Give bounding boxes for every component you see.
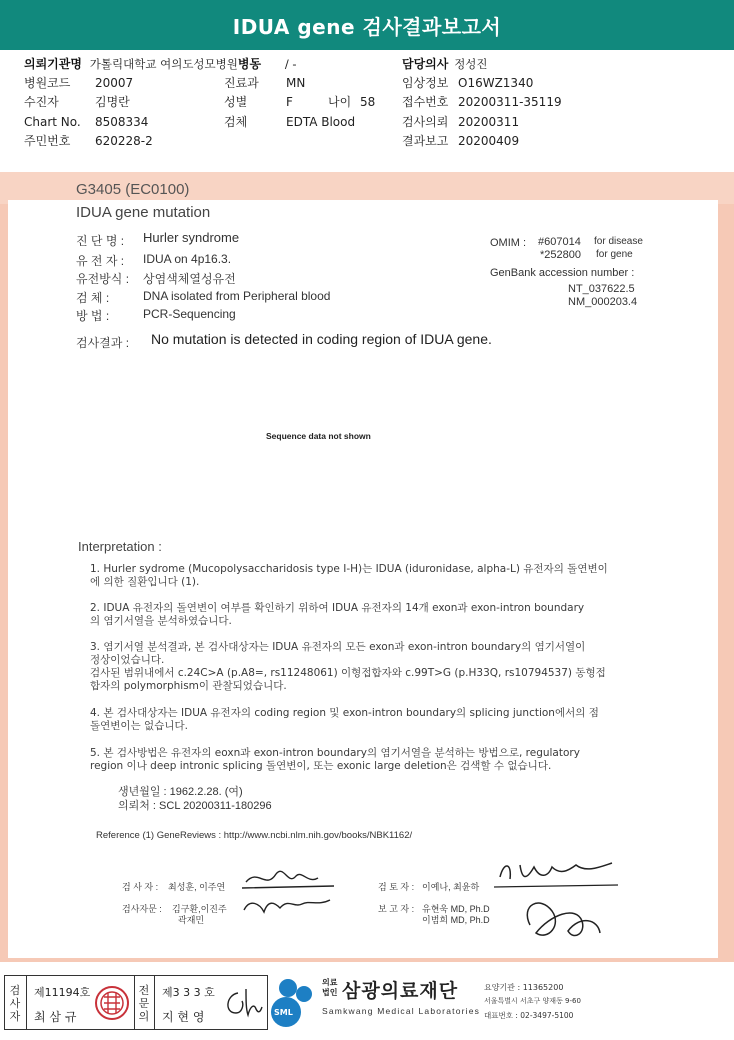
rrn-label: 주민번호	[24, 134, 71, 148]
diagnosis-label: 진 단 명 :	[76, 234, 125, 248]
reference: Reference (1) GeneReviews : http://www.ncbi.nlm.nih.gov/books/NBK1162/	[96, 830, 413, 841]
sex-value: F	[286, 95, 293, 109]
reporter-value-b: 이범희 MD, Ph.D	[422, 915, 490, 925]
omim-2-note: for gene	[596, 249, 633, 260]
result-value: No mutation is detected in coding region of IDUA gene.	[151, 331, 492, 347]
report-date-value: 20200409	[458, 134, 520, 148]
ward-value: / -	[284, 57, 297, 71]
interp-line: 에 의한 질환입니다 (1).	[90, 576, 200, 588]
license-2: 제3 3 3 호	[162, 986, 215, 999]
dept-value: MN	[286, 76, 306, 90]
age-label: 나이	[328, 95, 352, 109]
test-name: IDUA gene mutation	[76, 204, 211, 221]
interp-line: 4. 본 검사대상자는 IDUA 유전자의 coding region 및 exon-intron boundary의 splicing junction에서의 점	[90, 707, 599, 719]
org-address: 서울특별시 서초구 양재동 9-60	[484, 997, 581, 1005]
report-date-label: 결과보고	[402, 134, 449, 148]
chart-value: 8508334	[95, 115, 149, 129]
method-value: PCR-Sequencing	[143, 307, 236, 321]
interp-line: 3. 염기서열 분석결과, 본 검사대상자는 IDUA 유전자의 모든 exon과 exon-intron boundary의 염기서열이	[90, 641, 586, 653]
expert-vertical-label: 전문의	[138, 984, 150, 1023]
interp-line: 정상이었습니다.	[90, 654, 165, 666]
institution-value: 가톨릭대학교 여의도성모병원	[89, 57, 238, 71]
name-2: 지 현 영	[162, 1010, 205, 1024]
receipt-value: 20200311-35119	[458, 95, 562, 109]
advisor-value-a: 김구환,이진주	[172, 904, 227, 914]
reporter-label: 보 고 자 :	[378, 904, 415, 914]
reviewer-value: 이예나, 최윤하	[422, 882, 480, 892]
seal-stamp-icon	[94, 985, 130, 1021]
omim-2: *252800	[540, 249, 581, 261]
referral: 의뢰처 : SCL 20200311-180296	[118, 800, 272, 812]
specimen-label-2: 검 체 :	[76, 291, 110, 305]
institution-row	[24, 55, 297, 74]
specimen-value-2: DNA isolated from Peripheral blood	[143, 289, 331, 303]
sml-logo-icon	[270, 976, 318, 1028]
report-title: IDUA gene 검사결과보고서	[0, 0, 734, 50]
chart-label: Chart No.	[24, 115, 81, 129]
reviewer-label: 검 토 자 :	[378, 882, 415, 892]
org-english-name: Samkwang Medical Laboratories	[322, 1006, 481, 1016]
inspector-vertical-label: 검사자	[9, 984, 21, 1023]
interp-line: 5. 본 검사방법은 유전자의 eoxn과 exon-intron boundary의 염기서열을 분석하는 방법으로, regulatory	[90, 747, 580, 759]
hospital-code-value: 20007	[95, 76, 134, 90]
clinical-label: 임상정보	[402, 76, 449, 90]
interp-line: 의 염기서열을 분석하였습니다.	[90, 615, 232, 627]
advisor-value-b: 곽재민	[178, 915, 205, 925]
interp-line: 1. Hurler sydrome (Mucopolysaccharidosis type I-H)는 IDUA (iduronidase, alpha-L) 유전자의 돌연변이	[90, 563, 608, 575]
gene-value: IDUA on 4p16.3.	[143, 252, 232, 266]
genbank-1: NT_037622.5	[568, 283, 635, 295]
institution-code: 요양기관 : 11365200	[484, 983, 564, 992]
genbank-label: GenBank accession number :	[490, 267, 635, 279]
ward-label: 병동	[237, 57, 262, 71]
request-label: 검사의뢰	[402, 115, 449, 129]
org-name: 삼광의료재단	[342, 980, 459, 1002]
age-value: 58	[360, 95, 376, 109]
examiner-signature-icon	[238, 860, 348, 920]
name-1: 최 삼 규	[34, 1010, 77, 1024]
omim-1-note: for disease	[594, 236, 643, 247]
omim-label: OMIM :	[490, 237, 527, 249]
interp-line: region 이나 deep intronic splicing 돌연변이, 또는 exonic large deletion은 검색할 수 없습니다.	[90, 760, 552, 772]
request-value: 20200311	[458, 115, 520, 129]
method-label: 방 법 :	[76, 309, 110, 323]
inheritance-label: 유전방식 :	[76, 272, 130, 286]
interpretation-label: Interpretation :	[78, 539, 162, 554]
org-small-label: 의료법인	[322, 978, 338, 997]
omim-1: #607014	[538, 236, 581, 248]
birth-date: 생년월일 : 1962.2.28. (여)	[118, 786, 243, 798]
interp-line: 돌연변이는 없습니다.	[90, 720, 188, 732]
patient-label: 수진자	[24, 95, 59, 109]
doctor-label: 담당의사	[402, 57, 449, 71]
interp-line: 합자의 polymorphism이 관찰되었습니다.	[90, 680, 287, 692]
institution-label: 의뢰기관명	[24, 57, 82, 71]
diagnosis-value: Hurler syndrome	[143, 230, 240, 245]
expert-signature-icon	[220, 985, 264, 1021]
genbank-2: NM_000203.4	[568, 296, 638, 308]
hospital-code-label: 병원코드	[24, 76, 71, 90]
org-phone: 대표번호 : 02-3497-5100	[484, 1011, 574, 1020]
reporter-value-a: 유현욱 MD, Ph.D	[422, 904, 490, 914]
rrn-value: 620228-2	[95, 134, 153, 148]
gene-label: 유 전 자 :	[76, 254, 125, 268]
dept-label: 진료과	[224, 76, 259, 90]
specimen-label: 검체	[224, 115, 248, 129]
clinical-value: O16WZ1340	[458, 76, 534, 90]
patient-value: 김명란	[95, 95, 130, 109]
advisor-label: 검사자문 :	[122, 904, 162, 914]
test-code: G3405 (EC0100)	[76, 181, 190, 198]
doctor-value: 정성진	[454, 57, 488, 71]
examiner-label: 검 사 자 :	[122, 882, 159, 892]
reviewer-signature-icon	[490, 855, 625, 950]
sml-logo-text: SML	[274, 1008, 293, 1017]
result-label: 검사결과 :	[76, 336, 130, 350]
sex-label: 성별	[224, 95, 248, 109]
inheritance-value: 상염색체열성유전	[143, 272, 236, 286]
interp-line: 검사된 범위내에서 c.24C>A (p.A8=, rs11248061) 이형접합자와 c.99T>G (p.H33Q, rs10794537) 동형접	[90, 667, 606, 679]
specimen-value: EDTA Blood	[286, 115, 356, 129]
interp-line: 2. IDUA 유전자의 돌연변이 여부를 확인하기 위하여 IDUA 유전자의 14개 exon과 exon-intron boundary	[90, 602, 585, 614]
sequence-note: Sequence data not shown	[266, 431, 371, 441]
license-1: 제11194호	[34, 986, 91, 999]
doctor-row	[402, 55, 488, 74]
receipt-label: 접수번호	[402, 95, 449, 109]
examiner-value: 최성훈, 이주연	[168, 882, 226, 892]
